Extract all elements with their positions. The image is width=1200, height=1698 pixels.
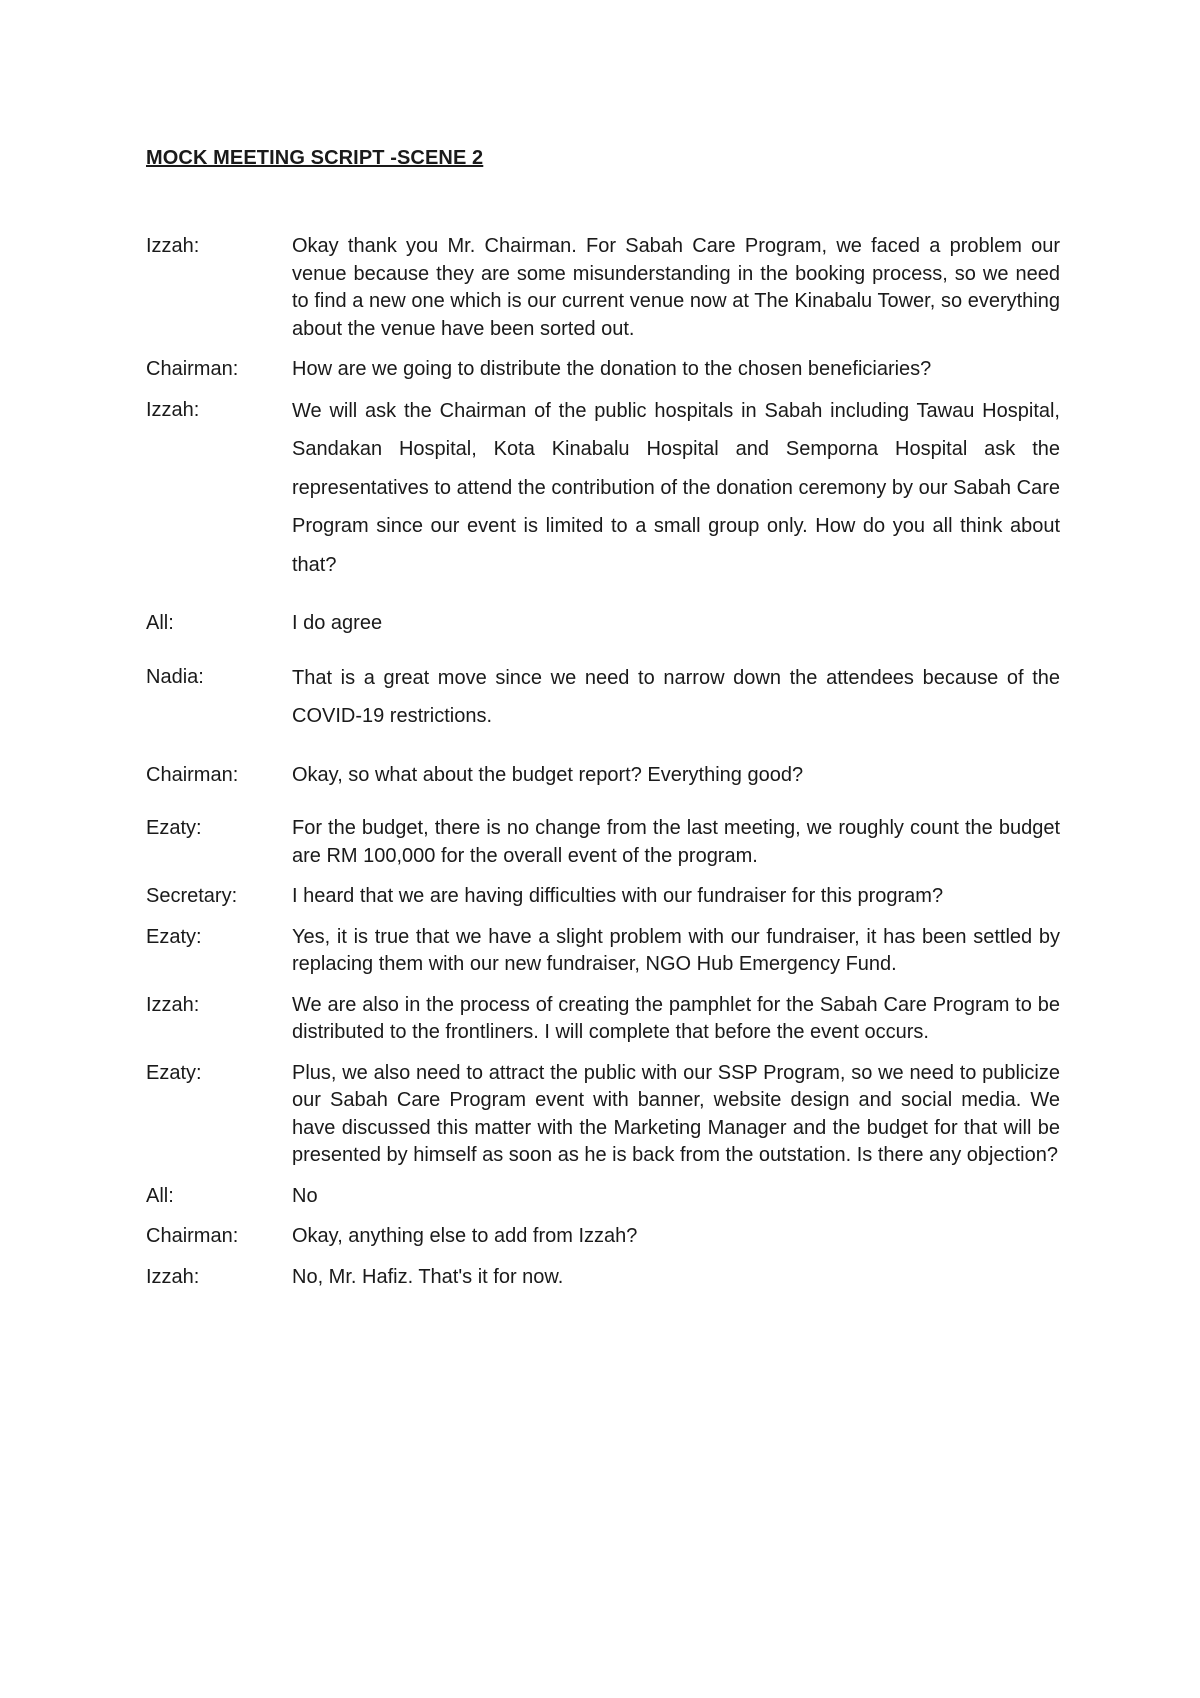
speaker-label: Nadia: [146, 665, 204, 688]
dialogue-text: I heard that we are having difficulties with our fundraiser for this program? [292, 885, 944, 907]
dialogue-text: We will ask the Chairman of the public hospitals in Sabah including Tawau Hospital, Sandakan Hospital, Kota Kinabalu Hospital and Semporna Hospital ask the representatives to attend the contribution of the donation ceremony by our Sabah Care Program since our event is limited to a small group only. How do you all think about that? [292, 399, 1060, 576]
dialogue-entry [146, 397, 1060, 585]
dialogue-entry [146, 924, 1060, 979]
dialogue-entry [146, 1060, 1060, 1170]
dialogue-entry [146, 992, 1060, 1047]
dialogue-entry [146, 610, 1060, 638]
dialogue-entry [146, 356, 1060, 384]
dialogue-text: How are we going to distribute the donation to the chosen beneficiaries? [292, 358, 932, 380]
speaker-label: Chairman: [146, 358, 239, 380]
dialogue-text: That is a great move since we need to narrow down the attendees because of the COVID-19 restrictions. [292, 666, 1060, 727]
speaker-label: Secretary: [146, 885, 238, 907]
speaker-label: All: [146, 612, 174, 634]
document-title: MOCK MEETING SCRIPT -SCENE 2 [146, 147, 484, 169]
dialogue-entry [146, 815, 1060, 870]
dialogue-entry [146, 883, 1060, 911]
dialogue-text: I do agree [292, 612, 383, 634]
speaker-label: Izzah: [146, 398, 200, 421]
speaker-label: Chairman: [146, 763, 239, 786]
dialogue-text: Okay, anything else to add from Izzah? [292, 1225, 638, 1247]
dialogue-entry [146, 762, 1060, 790]
speaker-label: All: [146, 1184, 174, 1207]
dialogue-text: Okay thank you Mr. Chairman. For Sabah Care Program, we faced a problem our venue because they are some misunderstanding in the booking process, so we need to find a new one which is our current venue now at The Kinabalu Tower, so everything about the venue have been sorted out. [292, 235, 1060, 340]
dialogue-entry [146, 1264, 1060, 1292]
speaker-label: Ezaty: [146, 925, 202, 948]
dialogue-text: Yes, it is true that we have a slight problem with our fundraiser, it has been settled by replacing them with our new fundraiser, NGO Hub Emergency Fund. [292, 925, 1060, 975]
dialogue-list [146, 233, 1060, 1291]
speaker-label: Chairman: [146, 1225, 239, 1247]
dialogue-text: Plus, we also need to attract the public with our SSP Program, so we need to publicize our Sabah Care Program event with banner, website design and social media. We have discussed this matter with the Marketing Manager and the budget for that will be presented by himself as soon as he is back from the outstation. Is there any objection? [292, 1061, 1060, 1166]
dialogue-text: For the budget, there is no change from the last meeting, we roughly count the budget are RM 100,000 for the overall event of the program. [292, 817, 1060, 867]
dialogue-text: No, Mr. Hafiz. That's it for now. [292, 1265, 564, 1288]
speaker-label: Ezaty: [146, 1061, 202, 1084]
dialogue-entry [146, 233, 1060, 343]
speaker-label: Izzah: [146, 1265, 200, 1288]
dialogue-entry [146, 1183, 1060, 1211]
speaker-label: Izzah: [146, 235, 200, 257]
dialogue-text: We are also in the process of creating the pamphlet for the Sabah Care Program to be distributed to the frontliners. I will complete that before the event occurs. [292, 993, 1060, 1043]
dialogue-entry [146, 1223, 1060, 1251]
speaker-label: Izzah: [146, 993, 200, 1016]
dialogue-text: No [292, 1184, 318, 1207]
dialogue-text: Okay, so what about the budget report? Everything good? [292, 763, 804, 786]
speaker-label: Ezaty: [146, 817, 202, 839]
dialogue-entry [146, 664, 1060, 736]
